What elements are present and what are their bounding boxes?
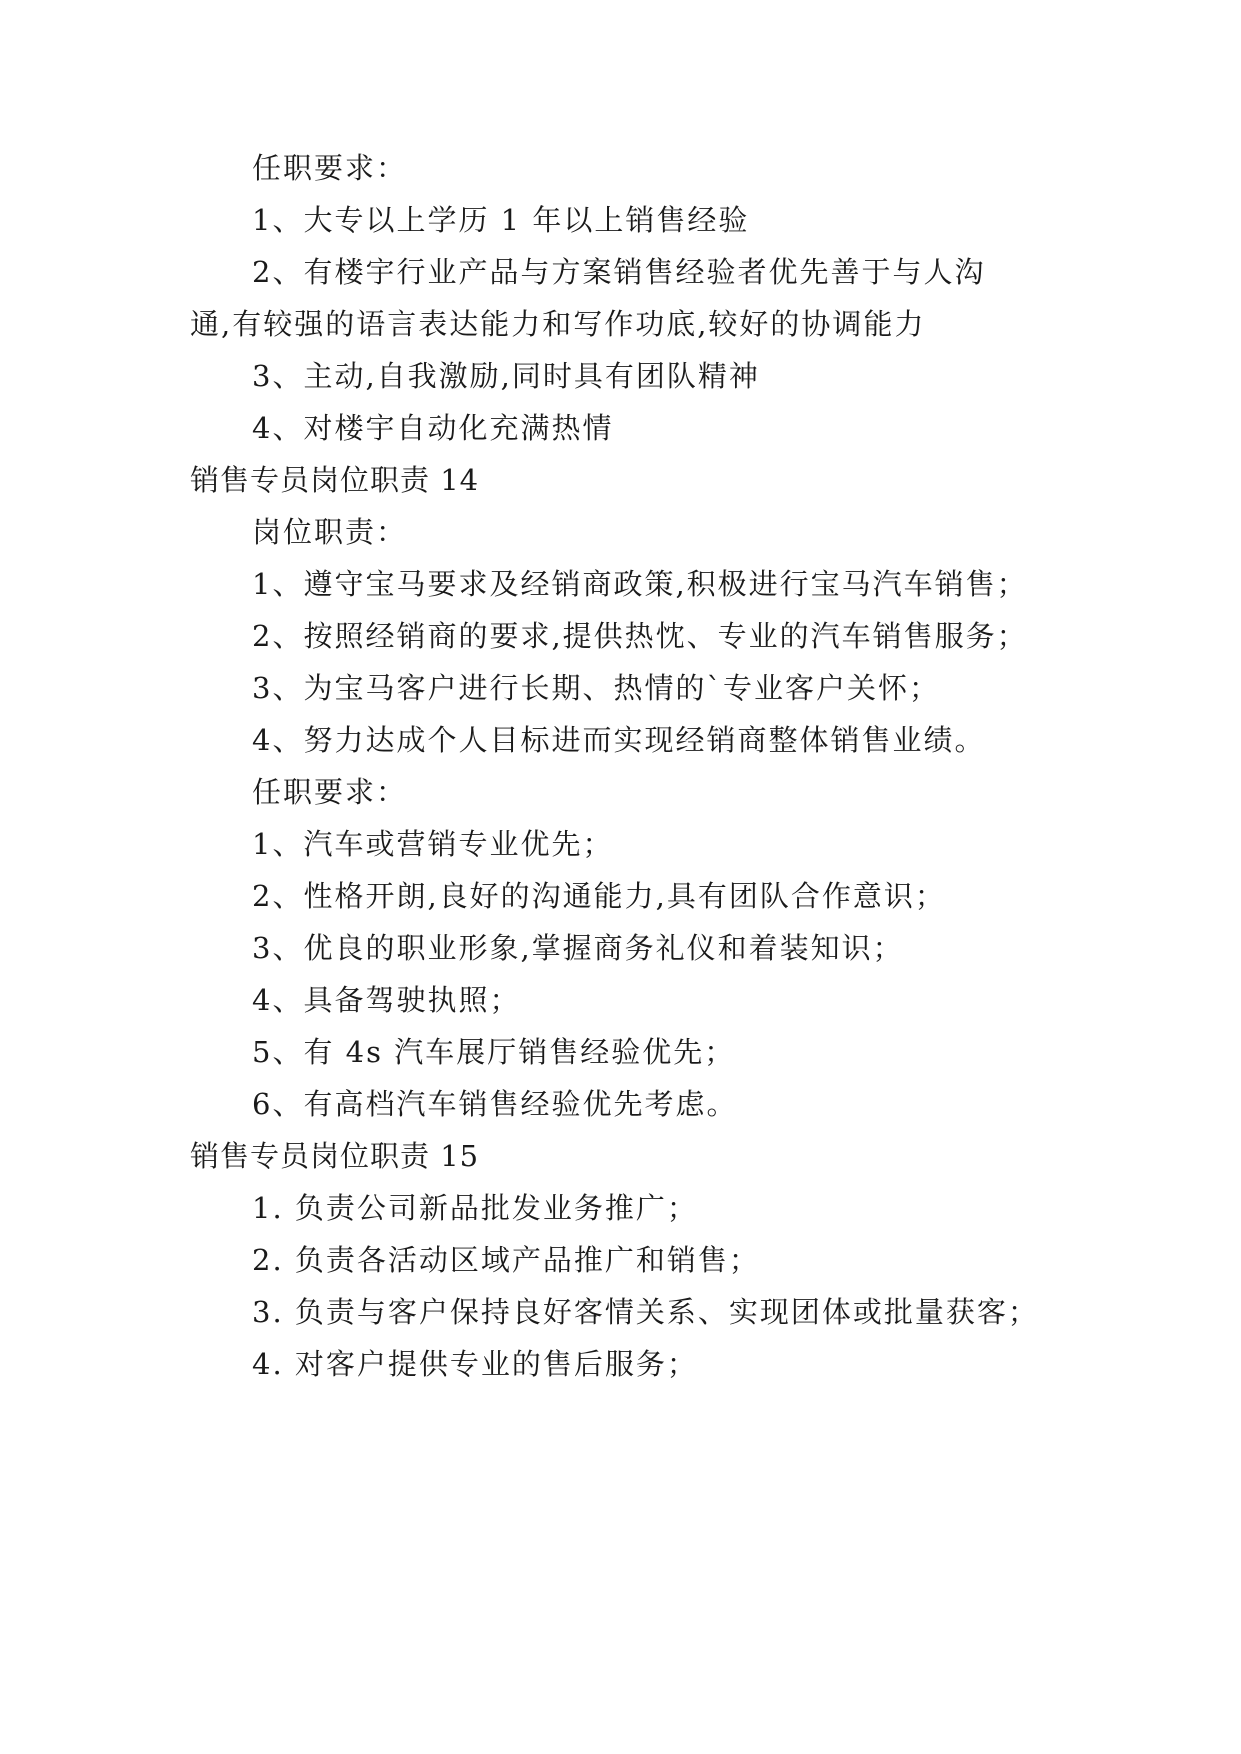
duty-item: 3. 负责与客户保持良好客情关系、实现团体或批量获客； [252, 1295, 1039, 1329]
requirements-title: 任职要求： [252, 775, 408, 809]
section-heading: 销售专员岗位职责 14 [190, 463, 480, 497]
requirement-item: 4、对楼宇自动化充满热情 [252, 411, 614, 445]
requirement-item: 2、性格开朗,良好的沟通能力,具有团队合作意识； [252, 879, 946, 913]
requirement-item-continuation: 通,有较强的语言表达能力和写作功底,较好的协调能力 [190, 307, 926, 341]
duty-item: 4、努力达成个人目标进而实现经销商整体销售业绩。 [252, 723, 986, 757]
duties-title: 岗位职责： [252, 515, 408, 549]
duty-item: 3、为宝马客户进行长期、热情的`专业客户关怀； [252, 671, 940, 705]
requirement-item: 1、大专以上学历 1 年以上销售经验 [252, 203, 750, 237]
requirement-item: 6、有高档汽车销售经验优先考虑。 [252, 1087, 738, 1121]
requirements-title: 任职要求： [252, 151, 408, 185]
duty-item: 1、遵守宝马要求及经销商政策,积极进行宝马汽车销售； [252, 567, 1028, 601]
duty-item: 1. 负责公司新品批发业务推广； [252, 1191, 698, 1225]
requirement-item: 1、汽车或营销专业优先； [252, 827, 614, 861]
requirement-item: 2、有楼宇行业产品与方案销售经验者优先善于与人沟 [252, 255, 986, 289]
section-heading: 销售专员岗位职责 15 [190, 1139, 480, 1173]
duty-item: 2、按照经销商的要求,提供热忱、专业的汽车销售服务； [252, 619, 1028, 653]
requirement-item: 5、有 4s 汽车展厅销售经验优先； [252, 1035, 736, 1069]
requirement-item: 4、具备驾驶执照； [252, 983, 521, 1017]
requirement-item: 3、优良的职业形象,掌握商务礼仪和着装知识； [252, 931, 904, 965]
duty-item: 4. 对客户提供专业的售后服务； [252, 1347, 698, 1381]
duty-item: 2. 负责各活动区域产品推广和销售； [252, 1243, 760, 1277]
requirement-item: 3、主动,自我激励,同时具有团队精神 [252, 359, 760, 393]
